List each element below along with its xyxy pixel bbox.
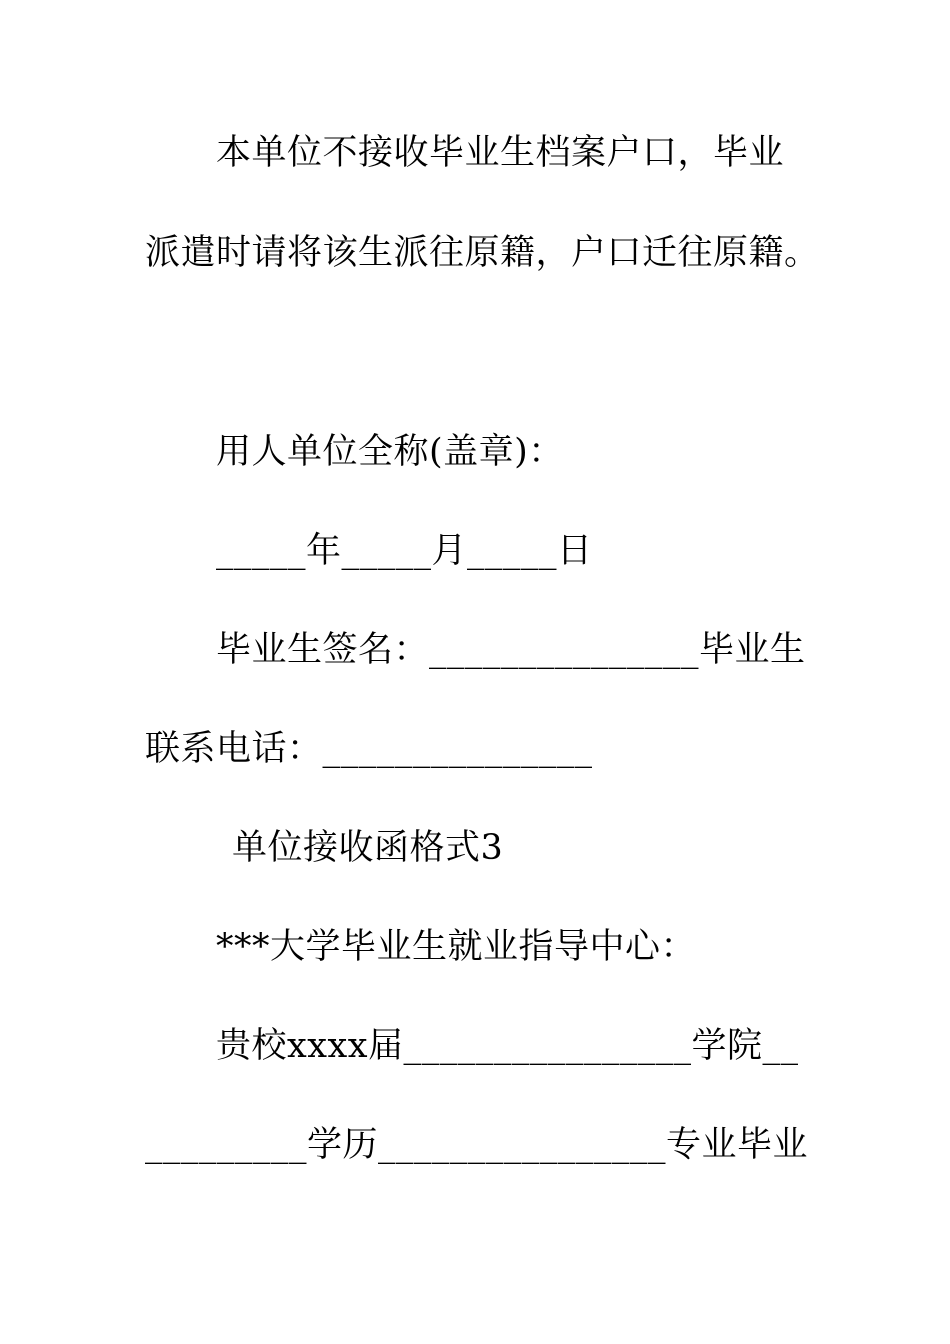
graduate-signature-line: 毕业生签名：_______________毕业生	[216, 630, 806, 670]
contact-phone-line: 联系电话：_______________	[145, 729, 593, 769]
recipient-line: ***大学毕业生就业指导中心：	[216, 927, 697, 967]
degree-major-line: _________学历________________专业毕业	[145, 1125, 809, 1165]
date-line: _____年_____月_____日	[216, 531, 593, 571]
paragraph-line-1: 本单位不接收毕业生档案户口，毕业	[216, 133, 785, 173]
employer-name-line: 用人单位全称(盖章)：	[216, 432, 564, 472]
paragraph-line-2: 派遣时请将该生派往原籍，户口迁往原籍。	[145, 233, 820, 273]
section-title: 单位接收函格式3	[232, 828, 504, 868]
school-college-line: 贵校xxxx届________________学院__	[216, 1026, 799, 1066]
